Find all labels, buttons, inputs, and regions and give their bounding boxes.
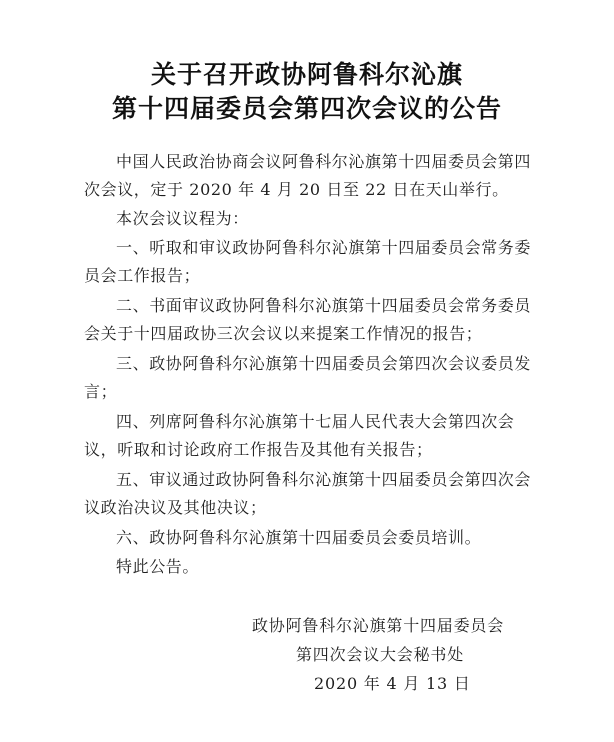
signature-org-line1: 政协阿鲁科尔沁旗第十四届委员会 [252, 616, 505, 635]
agenda-item-6: 六、政协阿鲁科尔沁旗第十四届委员会委员培训。 [116, 528, 482, 547]
closing-remark: 特此公告。 [116, 557, 200, 576]
signature-org-line2: 第四次会议大会秘书处 [296, 645, 465, 664]
signature-date: 2020 年 4 月 13 日 [314, 674, 471, 693]
paragraph-intro: 中国人民政治协商会议阿鲁科尔沁旗第十四届委员会第四次会议，定于 2020 年 4 月 20 日至 22 日在天山举行。 [84, 152, 532, 199]
agenda-item-3: 三、政协阿鲁科尔沁旗第十四届委员会第四次会议委员发言； [84, 354, 532, 401]
agenda-item-1: 一、听取和审议政协阿鲁科尔沁旗第十四届委员会常务委员会工作报告； [84, 238, 532, 285]
paragraph-agenda-heading: 本次会议议程为： [116, 209, 249, 228]
agenda-item-5: 五、审议通过政协阿鲁科尔沁旗第十四届委员会第四次会议政治决议及其他决议； [84, 470, 532, 517]
agenda-item-2: 二、书面审议政协阿鲁科尔沁旗第十四届委员会常务委员会关于十四届政协三次会议以来提案工作情况的报告； [84, 296, 532, 343]
agenda-item-4: 四、列席阿鲁科尔沁旗第十七届人民代表大会第四次会议，听取和讨论政府工作报告及其他有关报告； [84, 412, 515, 459]
notice-title-line1: 关于召开政协阿鲁科尔沁旗 [150, 60, 463, 89]
notice-title-line2: 第十四届委员会第四次会议的公告 [111, 94, 502, 123]
